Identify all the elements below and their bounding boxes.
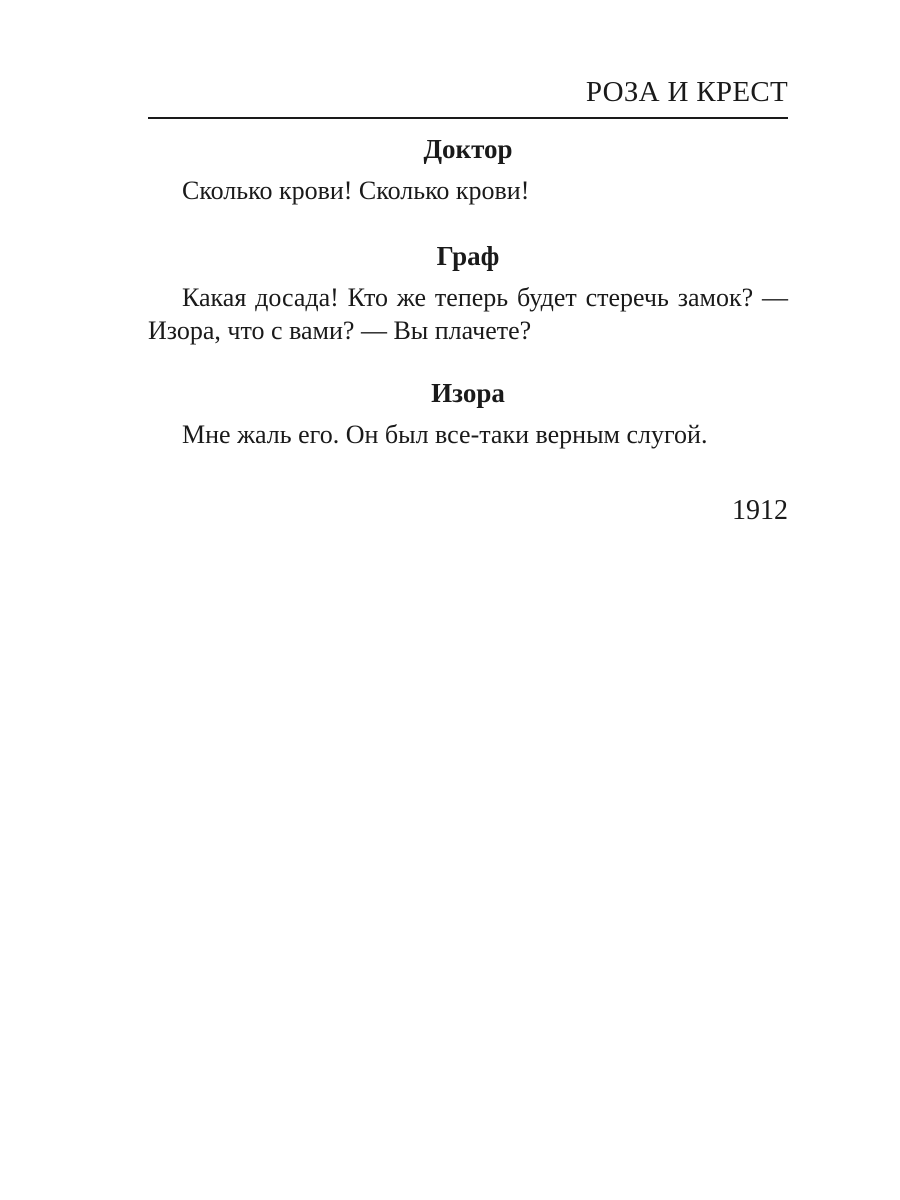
speech-text: [148, 418, 788, 451]
speech-paragraph: Сколько крови! Сколько крови!: [182, 176, 530, 205]
speaker-name: Граф: [436, 241, 500, 271]
running-title: РОЗА И КРЕСТ: [585, 76, 788, 108]
speech-paragraph: Мне жаль его. Он был все-таки верным слугой.: [182, 420, 708, 449]
speaker-name: Изора: [431, 378, 505, 408]
speech-text: [148, 281, 788, 347]
speech-paragraph: Какая досада! Кто же теперь будет стеречь замок? — Изора, что с вами? — Вы плачете?: [148, 283, 788, 345]
speaker-name: Доктор: [423, 134, 513, 164]
header-rule: [148, 117, 788, 119]
speech-text: [148, 174, 788, 207]
date-line: 1912: [732, 495, 788, 526]
